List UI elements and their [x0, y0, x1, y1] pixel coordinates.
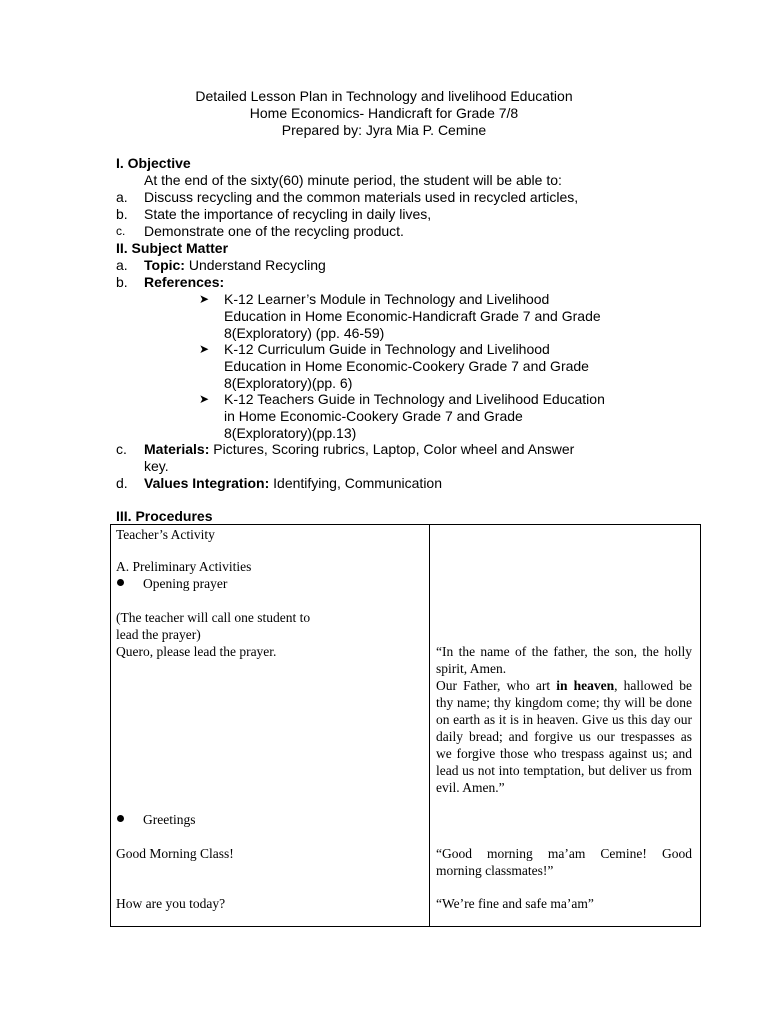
references-label: References:: [144, 274, 225, 290]
teacher-greeting: Good Morning Class!: [116, 846, 234, 861]
values-line: [144, 475, 442, 492]
teacher-call-prayer: Quero, please lead the prayer.: [116, 644, 277, 659]
document-title: Detailed Lesson Plan in Technology and livelihood Education: [195, 88, 573, 104]
reference-line: Education in Home Economic-Cookery Grade 7 and Grade: [224, 358, 589, 374]
topic-value: Understand Recycling: [184, 257, 326, 273]
teacher-activity-column: [111, 525, 430, 927]
reference-line: Education in Home Economic-Handicraft Grade 7 and Grade: [224, 308, 601, 324]
topic-line: [144, 257, 326, 274]
student-prayer-bold: in heaven: [556, 678, 615, 693]
preliminary-activities-label: A. Preliminary Activities: [116, 559, 252, 574]
values-marker: d.: [116, 475, 128, 491]
student-answer: “We’re fine and safe ma’am”: [436, 896, 594, 911]
reference-line: 8(Exploratory) (pp. 46-59): [224, 325, 385, 341]
objective-heading: I. Objective: [116, 155, 191, 171]
reference-line: K-12 Learner’s Module in Technology and Livelihood: [224, 291, 550, 307]
bullet-icon: [117, 579, 124, 586]
student-prayer-open: “In the name of the father, the son, the holly spirit, Amen.: [436, 644, 692, 676]
topic-label: Topic:: [144, 257, 185, 273]
arrow-bullet-icon: ➤: [199, 392, 210, 406]
values-label: Values Integration:: [144, 475, 270, 491]
procedures-heading: III. Procedures: [116, 508, 213, 524]
teacher-question: How are you today?: [116, 896, 226, 911]
objective-marker-a: a.: [116, 189, 128, 205]
student-prayer-rest: , hallowed be thy name; thy kingdom come; thy will be done on earth as it is in heaven. Give us this day our daily bread; and forgive us our trespasses as we forgive those who trespass against us; and lead us not into temptation, but deliver us from evil. Amen.”: [436, 678, 692, 795]
reference-line: in Home Economic-Cookery Grade 7 and Grade: [224, 408, 523, 424]
arrow-bullet-icon: ➤: [199, 292, 210, 306]
student-prayer: [436, 643, 692, 796]
teacher-note-line: lead the prayer): [116, 627, 201, 642]
document-subtitle: Home Economics- Handicraft for Grade 7/8: [249, 105, 519, 121]
materials-value-continued: key.: [144, 458, 169, 474]
procedures-table: [110, 524, 701, 927]
materials-marker: c.: [116, 441, 127, 457]
bullet-icon: [117, 815, 124, 822]
topic-marker: a.: [116, 257, 128, 273]
materials-label: Materials:: [144, 441, 210, 457]
reference-line: 8(Exploratory)(pp. 6): [224, 375, 353, 391]
objective-marker-c: c.: [116, 224, 126, 238]
arrow-bullet-icon: ➤: [199, 342, 210, 356]
greetings-label: Greetings: [143, 812, 196, 827]
materials-value: Pictures, Scoring rubrics, Laptop, Color wheel and Answer: [209, 441, 575, 457]
student-activity-column: [430, 525, 701, 927]
objective-item: Demonstrate one of the recycling product.: [144, 223, 404, 239]
objective-item: State the importance of recycling in daily lives,: [144, 206, 432, 222]
student-prayer-pre: Our Father, who art: [436, 678, 557, 693]
teacher-column-title: Teacher’s Activity: [116, 527, 215, 542]
objective-marker-b: b.: [116, 206, 128, 222]
teacher-note-line: (The teacher will call one student to: [116, 610, 311, 625]
opening-prayer-label: Opening prayer: [143, 576, 228, 591]
references-marker: b.: [116, 274, 128, 290]
values-value: Identifying, Communication: [269, 475, 443, 491]
objective-item: Discuss recycling and the common materials used in recycled articles,: [144, 189, 579, 205]
subject-matter-heading: II. Subject Matter: [116, 240, 229, 256]
reference-line: K-12 Curriculum Guide in Technology and Livelihood: [224, 341, 550, 357]
reference-line: K-12 Teachers Guide in Technology and Livelihood Education: [224, 391, 605, 407]
document-author: Prepared by: Jyra Mia P. Cemine: [281, 122, 487, 138]
reference-line: 8(Exploratory)(pp.13): [224, 425, 357, 441]
student-greeting-reply: “Good morning ma’am Cemine! Good morning classmates!”: [436, 846, 692, 878]
materials-line: [144, 441, 574, 458]
objective-intro: At the end of the sixty(60) minute period, the student will be able to:: [144, 172, 562, 188]
